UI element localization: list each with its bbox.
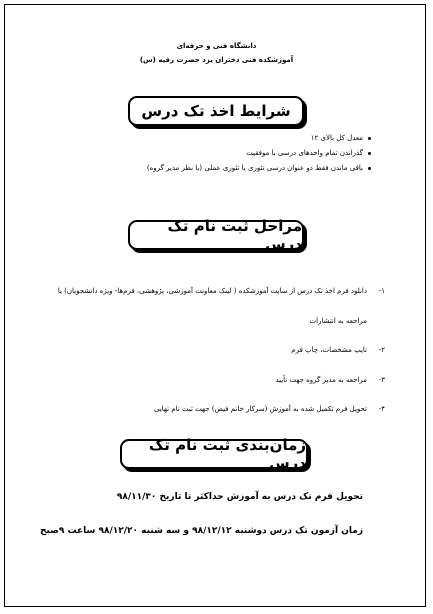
steps-title: مراحل ثبت نام تک درس (128, 220, 304, 250)
list-item: گذراندن تمام واحدهای درسی با موفقیت (147, 146, 371, 161)
page-border (4, 4, 426, 607)
step-text: دانلود فرم اخذ تک درس از سایت آموزشکده ( لینک معاونت آموزشی، پژوهشی، فرم‌ها- ویژه دانشجویان) یا (57, 287, 367, 295)
list-item: باقی ماندن فقط دو عنوان درسی تئوری یا تئوری عملی (با نظر مدیر گروه) (147, 161, 371, 176)
list-item: معدل کل بالای ۱۲ (147, 131, 371, 146)
schedule-title: زمان‌بندی ثبت نام تک درس (120, 439, 308, 469)
step-number: ۳- (378, 376, 385, 384)
conditions-list (147, 131, 371, 176)
step-number: ۱- (378, 287, 385, 295)
step-text: مراجعه به مدیر گروه جهت تأیید (275, 376, 367, 384)
step-text: تحویل فرم تکمیل شده به آموزش (سرکار خانم فیض) جهت ثبت نام نهایی (154, 405, 367, 413)
step-number: ۴- (378, 405, 385, 413)
college-name: آموزشکده فنی دختران یزد حضرت رقیه (س) (139, 56, 294, 64)
exam-dates: زمان آزمون تک درس دوشنبه ۹۸/۱۲/۱۲ و سه شنبه ۹۸/۱۲/۲۰ ساعت ۹صبح (39, 526, 363, 536)
delivery-deadline: تحویل فرم تک درس به آموزش حداکثر تا تاریخ ۹۸/۱۱/۳۰ (116, 492, 363, 502)
step-number: ۲- (378, 346, 385, 354)
university-name: دانشگاه فنی و حرفه‌ای (176, 42, 257, 50)
step-text-continued: مراجعه به انتشارات (309, 317, 367, 325)
step-text: تایپ مشخصات، چاپ فرم (291, 346, 367, 354)
conditions-title: شرایط اخذ تک درس (128, 96, 304, 126)
